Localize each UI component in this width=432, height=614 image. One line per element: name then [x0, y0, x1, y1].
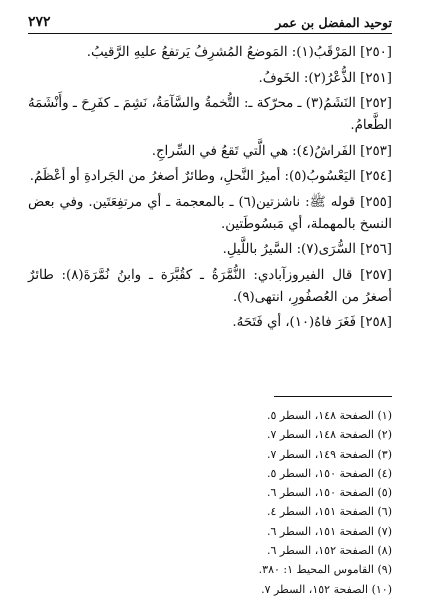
page-header	[28, 10, 392, 30]
footnote-1: (١) الصفحة ١٤٨، السطر ٥.	[266, 409, 392, 422]
footnote-4: (٤) الصفحة ١٥٠، السطر ٥.	[266, 466, 392, 480]
footnote-9: (٩) القاموس المحيط ١: ٣٨٠.	[258, 563, 392, 577]
glossary-entry-252: [٢٥٢] النَشَمُ(٣) ـ محرّكة ـ: التُّخمةُ والسَّآمَةُ، نَشِمَ ـ كفَرِحَ ـ وأَنْشَمَهُ الطَّعامُ.	[28, 96, 392, 133]
glossary-entry-257: [٢٥٧] قال الفيروزآبادي: النُّمَّرَةُ ـ كقُبَّرَة ـ وابنُ نُمَّرَةَ(٨): طائرٌ أصغرُ من العُصفُورِ، انتهى(٩).	[28, 267, 392, 305]
footnote-10: (١٠) الصفحة ١٥٢، السطر ٧.	[261, 582, 392, 596]
footnote-divider	[274, 396, 392, 397]
footnote-7: (٧) الصفحة ١٥١، السطر ٦.	[266, 524, 392, 538]
footnote-6: (٦) الصفحة ١٥١، السطر ٤.	[266, 505, 392, 519]
footnote-8: (٨) الصفحة ١٥٢، السطر ٦.	[266, 544, 392, 558]
footnotes	[92, 406, 392, 599]
glossary-entry-256: [٢٥٦] السُّرَى(٧): السَّيرُ باللَّيلِ.	[222, 242, 392, 257]
running-title: توحيد المفضل بن عمر	[275, 15, 392, 30]
footnote-3: (٣) الصفحة ١٤٩، السطر ٧.	[266, 447, 392, 461]
glossary-entry-255: [٢٥٥] قوله ﷺ: ناشزتين(٦) ـ بالمعجمة ـ أي مرتفِعَتَين. وفي بعض النسخ بالمهملة، أي مَبسُوطَتين.	[28, 194, 392, 232]
footnote-2: (٢) الصفحة ١٤٨، السطر ٧.	[266, 428, 392, 442]
glossary-entry-253: [٢٥٣] الفَراشُ(٤): هي الَّتي تَقعُ في السِّراجِ.	[151, 143, 392, 159]
footnote-5: (٥) الصفحة ١٥٠، السطر ٦.	[266, 486, 392, 500]
glossary-entry-254: [٢٥٤] اليَعْسُوبُ(٥): أميرُ النَّحلِ، وطائرٌ أصغرُ من الجَرادةِ أو أعْظَمُ.	[29, 169, 392, 184]
glossary-entry-250: [٢٥٠] المَرْقَبُ(١): المَوضعُ المُشرِفُ يَرتفعُ عليهِ الرَّقيبُ.	[86, 45, 392, 60]
glossary-entry-251: [٢٥١] الذُّعْرُ(٢): الخَوفُ.	[258, 70, 392, 86]
glossary-entry-258: [٢٥٨] فَغَرَ فاهُ(١٠)، أي فَتَحَهُ.	[232, 315, 392, 330]
glossary-body	[28, 42, 392, 334]
page-number: ٢٧٢	[28, 14, 51, 30]
header-divider	[28, 33, 392, 34]
